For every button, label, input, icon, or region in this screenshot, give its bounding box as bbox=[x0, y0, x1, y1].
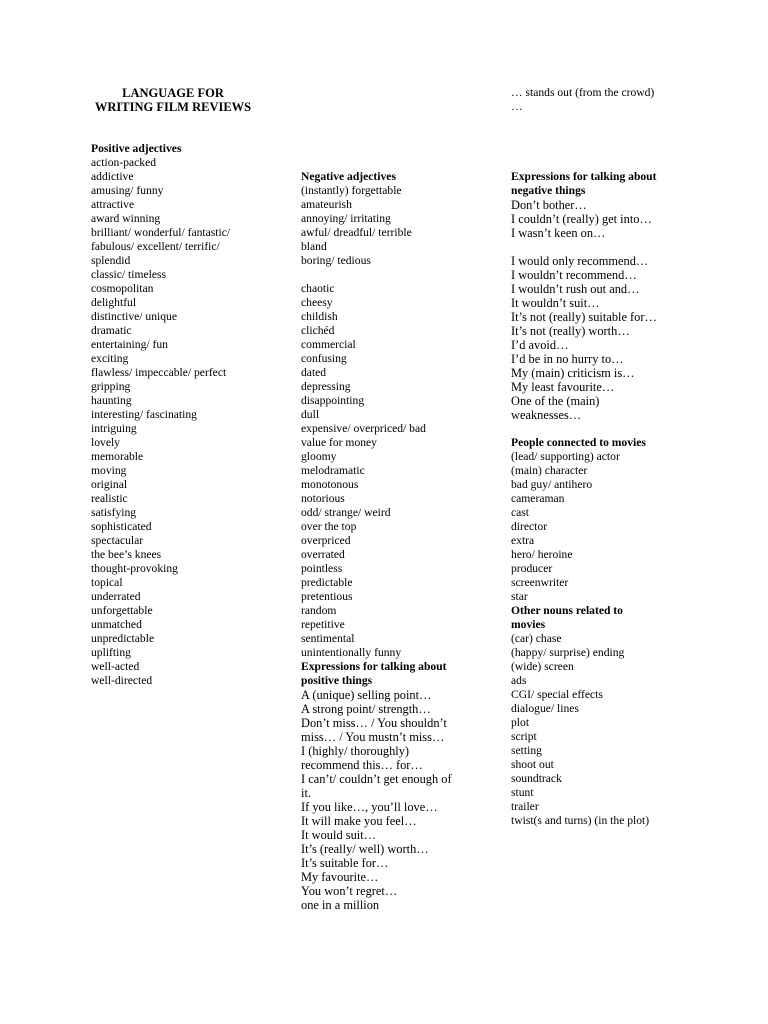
list-item: lovely bbox=[91, 436, 120, 449]
list-item: setting bbox=[511, 744, 542, 757]
list-item: It’s suitable for… bbox=[301, 856, 389, 870]
list-item: award winning bbox=[91, 212, 161, 225]
people-heading: People connected to movies bbox=[511, 436, 646, 449]
nouns-heading-1: Other nouns related to bbox=[511, 604, 623, 617]
list-item: (main) character bbox=[511, 464, 588, 477]
list-item: If you like…, you’ll love… bbox=[301, 800, 438, 814]
list-item: pointless bbox=[301, 562, 343, 575]
list-item: cheesy bbox=[301, 296, 333, 309]
list-item: I wasn’t keen on… bbox=[511, 226, 606, 240]
spacer bbox=[511, 422, 711, 436]
list-item: notorious bbox=[301, 492, 345, 505]
list-item: disappointing bbox=[301, 394, 365, 407]
list-item: it. bbox=[301, 786, 311, 800]
positive-expressions-list bbox=[301, 688, 501, 912]
positive-expressions-heading-2: positive things bbox=[301, 674, 373, 687]
list-item: original bbox=[91, 478, 128, 491]
stands-out-line-2: … bbox=[511, 100, 523, 113]
list-item: dated bbox=[301, 366, 327, 379]
negative-adjectives-list-2 bbox=[301, 282, 501, 660]
list-item: I (highly/ thoroughly) bbox=[301, 744, 410, 758]
list-item: hero/ heroine bbox=[511, 548, 573, 561]
list-item: well-directed bbox=[91, 674, 153, 687]
list-item: predictable bbox=[301, 576, 353, 589]
list-item: unpredictable bbox=[91, 632, 155, 645]
negative-expressions-heading-1: Expressions for talking about bbox=[511, 170, 657, 183]
list-item: twist(s and turns) (in the plot) bbox=[511, 814, 650, 827]
list-item: repetitive bbox=[301, 618, 345, 631]
list-item: A strong point/ strength… bbox=[301, 702, 431, 716]
list-item: I’d be in no hurry to… bbox=[511, 352, 624, 366]
list-item: unintentionally funny bbox=[301, 646, 402, 659]
list-item: bland bbox=[301, 240, 327, 253]
list-item: well-acted bbox=[91, 660, 140, 673]
list-item: the bee’s knees bbox=[91, 548, 162, 561]
list-item: It will make you feel… bbox=[301, 814, 417, 828]
list-item: awful/ dreadful/ terrible bbox=[301, 226, 412, 239]
list-item: melodramatic bbox=[301, 464, 365, 477]
list-item: sophisticated bbox=[91, 520, 152, 533]
list-item: (lead/ supporting) actor bbox=[511, 450, 620, 463]
list-item: confusing bbox=[301, 352, 347, 365]
list-item: overpriced bbox=[301, 534, 351, 547]
negative-adjectives-list-1 bbox=[301, 184, 501, 268]
list-item: childish bbox=[301, 310, 338, 323]
list-item: spectacular bbox=[91, 534, 144, 547]
title-line-1: LANGUAGE FOR bbox=[122, 86, 224, 100]
list-item: extra bbox=[511, 534, 535, 547]
list-item: (wide) screen bbox=[511, 660, 574, 673]
list-item: trailer bbox=[511, 800, 539, 813]
list-item: cosmopolitan bbox=[91, 282, 154, 295]
list-item: underrated bbox=[91, 590, 141, 603]
list-item: It’s not (really) suitable for… bbox=[511, 310, 657, 324]
list-item: moving bbox=[91, 464, 127, 477]
list-item: screenwriter bbox=[511, 576, 569, 589]
list-item: director bbox=[511, 520, 548, 533]
list-item: I would only recommend… bbox=[511, 254, 649, 268]
list-item: amusing/ funny bbox=[91, 184, 164, 197]
list-item: random bbox=[301, 604, 337, 617]
nouns-heading-2: movies bbox=[511, 618, 546, 631]
list-item: It’s (really/ well) worth… bbox=[301, 842, 429, 856]
positive-adjectives-heading: Positive adjectives bbox=[91, 142, 182, 155]
list-item: dull bbox=[301, 408, 320, 421]
negative-expressions-list-2 bbox=[511, 254, 711, 422]
nouns-list bbox=[511, 632, 711, 828]
list-item: unmatched bbox=[91, 618, 142, 631]
list-item: ads bbox=[511, 674, 527, 687]
list-item: (happy/ surprise) ending bbox=[511, 646, 625, 659]
list-item: producer bbox=[511, 562, 553, 575]
negative-adjectives-heading: Negative adjectives bbox=[301, 170, 396, 183]
list-item: dramatic bbox=[91, 324, 132, 337]
list-item: gripping bbox=[91, 380, 131, 393]
negative-expressions-heading-2: negative things bbox=[511, 184, 586, 197]
list-item: clichéd bbox=[301, 324, 335, 337]
list-item: star bbox=[511, 590, 528, 603]
list-item: exciting bbox=[91, 352, 129, 365]
list-item: One of the (main) bbox=[511, 394, 600, 408]
list-item: action-packed bbox=[91, 156, 157, 169]
list-item: brilliant/ wonderful/ fantastic/ bbox=[91, 226, 231, 239]
list-item: boring/ tedious bbox=[301, 254, 371, 267]
list-item: intriguing bbox=[91, 422, 137, 435]
positive-adjectives-list bbox=[91, 156, 281, 688]
list-item: Don’t bother… bbox=[511, 198, 587, 212]
list-item: uplifting bbox=[91, 646, 131, 659]
list-item: value for money bbox=[301, 436, 377, 449]
list-item: over the top bbox=[301, 520, 357, 533]
list-item: expensive/ overpriced/ bad bbox=[301, 422, 426, 435]
list-item: bad guy/ antihero bbox=[511, 478, 593, 491]
list-item: sentimental bbox=[301, 632, 355, 645]
list-item: (instantly) forgettable bbox=[301, 184, 402, 197]
list-item: haunting bbox=[91, 394, 132, 407]
list-item: It’s not (really) worth… bbox=[511, 324, 630, 338]
list-item: miss… / You mustn’t miss… bbox=[301, 730, 445, 744]
list-item: monotonous bbox=[301, 478, 359, 491]
stands-out-line-1: … stands out (from the crowd) bbox=[511, 86, 655, 99]
list-item: commercial bbox=[301, 338, 356, 351]
list-item: CGI/ special effects bbox=[511, 688, 603, 701]
list-item: distinctive/ unique bbox=[91, 310, 177, 323]
list-item: depressing bbox=[301, 380, 351, 393]
list-item: Don’t miss… / You shouldn’t bbox=[301, 716, 447, 730]
list-item: I can’t/ couldn’t get enough of bbox=[301, 772, 452, 786]
list-item: odd/ strange/ weird bbox=[301, 506, 391, 519]
list-item: classic/ timeless bbox=[91, 268, 167, 281]
list-item: soundtrack bbox=[511, 772, 562, 785]
list-item: cast bbox=[511, 506, 530, 519]
positive-adjectives-column bbox=[91, 142, 281, 688]
positive-expressions-heading-1: Expressions for talking about bbox=[301, 660, 447, 673]
list-item: realistic bbox=[91, 492, 128, 505]
list-item: dialogue/ lines bbox=[511, 702, 579, 715]
list-item: fabulous/ excellent/ terrific/ bbox=[91, 240, 220, 253]
list-item: I wouldn’t recommend… bbox=[511, 268, 637, 282]
list-item: pretentious bbox=[301, 590, 353, 603]
list-item: amateurish bbox=[301, 198, 352, 211]
list-item: recommend this… for… bbox=[301, 758, 423, 772]
list-item: unforgettable bbox=[91, 604, 153, 617]
list-item: one in a million bbox=[301, 898, 380, 912]
right-column-main bbox=[511, 170, 711, 828]
list-item: addictive bbox=[91, 170, 134, 183]
list-item: thought-provoking bbox=[91, 562, 178, 575]
list-item: splendid bbox=[91, 254, 131, 267]
list-item: shoot out bbox=[511, 758, 554, 771]
list-item: cameraman bbox=[511, 492, 565, 505]
list-item: delightful bbox=[91, 296, 137, 309]
list-item: attractive bbox=[91, 198, 135, 211]
spacer bbox=[511, 240, 711, 254]
list-item: It would suit… bbox=[301, 828, 377, 842]
list-item: I’d avoid… bbox=[511, 338, 569, 352]
list-item: You won’t regret… bbox=[301, 884, 398, 898]
list-item: (car) chase bbox=[511, 632, 562, 645]
list-item: stunt bbox=[511, 786, 534, 799]
title-line-2: WRITING FILM REVIEWS bbox=[94, 100, 252, 114]
negative-expressions-list-1 bbox=[511, 198, 711, 240]
right-column bbox=[511, 86, 711, 114]
list-item: script bbox=[511, 730, 537, 743]
list-item: I couldn’t (really) get into… bbox=[511, 212, 652, 226]
list-item: entertaining/ fun bbox=[91, 338, 168, 351]
list-item: It wouldn’t suit… bbox=[511, 296, 600, 310]
list-item: flawless/ impeccable/ perfect bbox=[91, 366, 227, 379]
list-item: topical bbox=[91, 576, 123, 589]
list-item: weaknesses… bbox=[511, 408, 582, 422]
list-item: My favourite… bbox=[301, 870, 379, 884]
list-item: plot bbox=[511, 716, 530, 729]
list-item: satisfying bbox=[91, 506, 137, 519]
list-item: A (unique) selling point… bbox=[301, 688, 432, 702]
document-title bbox=[78, 86, 268, 114]
people-list bbox=[511, 450, 711, 604]
list-item: gloomy bbox=[301, 450, 337, 463]
list-item: I wouldn’t rush out and… bbox=[511, 282, 640, 296]
spacer bbox=[301, 268, 501, 282]
list-item: overrated bbox=[301, 548, 345, 561]
list-item: annoying/ irritating bbox=[301, 212, 391, 225]
list-item: memorable bbox=[91, 450, 144, 463]
list-item: My (main) criticism is… bbox=[511, 366, 635, 380]
list-item: My least favourite… bbox=[511, 380, 615, 394]
list-item: interesting/ fascinating bbox=[91, 408, 197, 421]
middle-column bbox=[301, 170, 501, 912]
list-item: chaotic bbox=[301, 282, 335, 295]
